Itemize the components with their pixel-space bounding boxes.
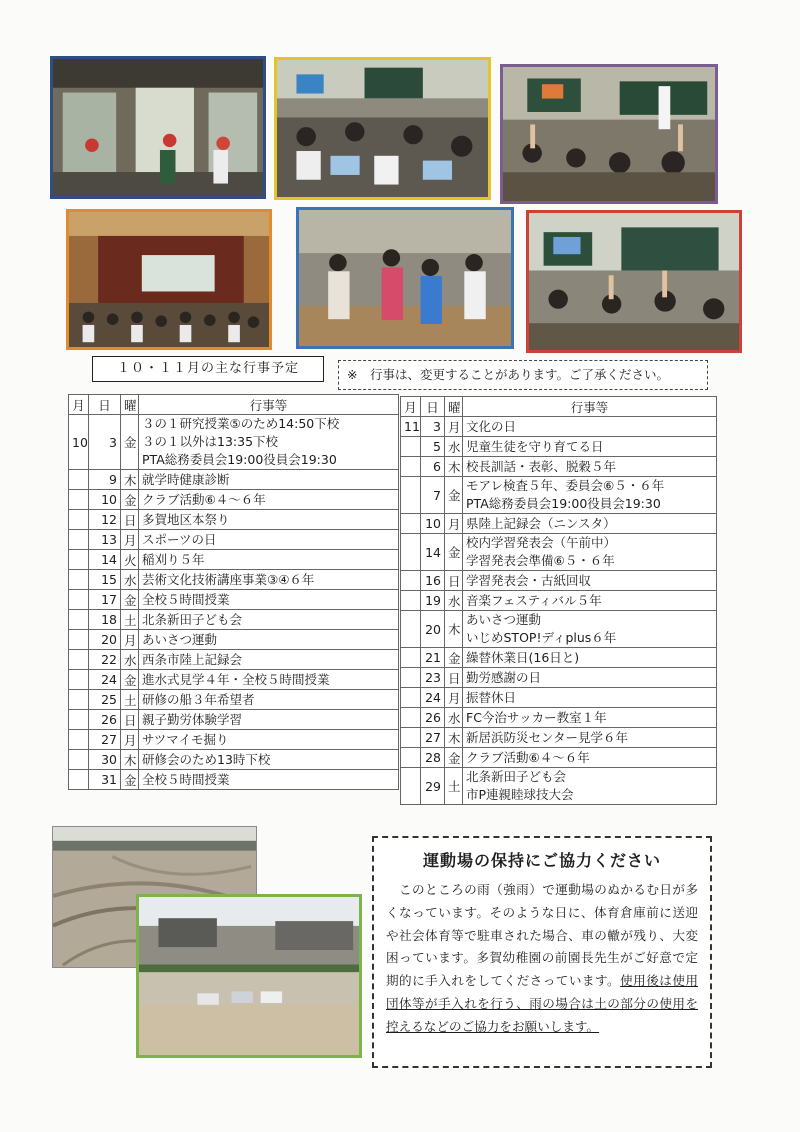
schedule-row [69,490,399,510]
weekday-cell: 金 [445,748,463,768]
weekday-cell: 日 [121,510,139,530]
gym-stage-photo [66,209,272,350]
event-line: 校長訓話・表彰、脱穀５年 [466,458,617,474]
weekday-cell: 月 [445,514,463,534]
weekday-cell: 月 [121,730,139,750]
month-cell [69,610,89,630]
event-cell [463,688,717,708]
schedule-row [69,630,399,650]
event-line: 学習発表会・古紙回収 [466,572,592,588]
day-cell: 6 [421,457,445,477]
event-cell [463,768,717,805]
header-day: 日 [89,395,121,415]
schedule-row [401,514,717,534]
month-cell [401,437,421,457]
day-cell: 5 [421,437,445,457]
month-cell [401,688,421,708]
weekday-cell: 月 [445,688,463,708]
day-cell: 25 [89,690,121,710]
weekday-cell: 月 [445,417,463,437]
month-cell: 10 [69,415,89,470]
day-cell: 19 [421,591,445,611]
table-header-row [69,395,399,415]
october-schedule-table [68,394,399,790]
month-cell [401,534,421,571]
weekday-cell: 金 [121,590,139,610]
event-line: モアレ検査５年、委員会⑥５・６年 [466,478,665,493]
schedule-row [69,470,399,490]
event-cell [139,750,399,770]
event-cell [139,470,399,490]
event-line: 校内学習発表会（午前中） [466,535,617,550]
weekday-cell: 金 [121,415,139,470]
event-line: 学習発表会準備⑥５・６年 [466,553,615,568]
event-line: 進水式見学４年・全校５時間授業 [142,671,330,687]
event-line: 県陸上記録会（ニンスタ） [466,515,616,531]
schedule-row [401,611,717,648]
month-cell [401,591,421,611]
event-line: あいさつ運動 [142,631,218,647]
weekday-cell: 日 [121,710,139,730]
event-line: いじめSTOP!ディplus６年 [466,630,617,645]
schedule-row [401,437,717,457]
day-cell: 20 [89,630,121,650]
month-cell [69,630,89,650]
event-cell [139,610,399,630]
month-cell [69,710,89,730]
event-cell [139,530,399,550]
event-cell [139,730,399,750]
event-line: クラブ活動⑥４～６年 [466,749,590,765]
header-month: 月 [69,395,89,415]
event-line: 稲刈り５年 [142,551,205,567]
schedule-row [401,457,717,477]
month-cell [401,514,421,534]
schedule-row [69,650,399,670]
event-cell [139,570,399,590]
event-line: 研修会のため13時下校 [142,751,271,767]
day-cell: 10 [89,490,121,510]
weekday-cell: 水 [121,650,139,670]
event-cell [463,708,717,728]
weekday-cell: 木 [445,728,463,748]
month-cell [69,770,89,790]
schedule-row [69,550,399,570]
day-cell: 7 [421,477,445,514]
event-cell [139,590,399,610]
day-cell: 28 [421,748,445,768]
ground-maintenance-notice [372,836,712,1068]
day-cell: 27 [89,730,121,750]
school-ground-photo [136,894,362,1058]
weekday-cell: 水 [445,437,463,457]
month-cell: 11 [401,417,421,437]
maintenance-request: 使用後は使用団体等が手入れを行う、雨の場合は土の部分の使用を控えるなどのご協力をお願いします。 [386,973,698,1034]
school-entrance-photo [50,56,266,199]
weekday-cell: 金 [445,477,463,514]
event-cell [463,514,717,534]
day-cell: 16 [421,571,445,591]
table-header-row [401,397,717,417]
weekday-cell: 月 [121,630,139,650]
weekday-cell: 土 [121,610,139,630]
month-cell [401,571,421,591]
weekday-cell: 木 [121,750,139,770]
weekday-cell: 水 [121,570,139,590]
day-cell: 12 [89,510,121,530]
schedule-row [69,570,399,590]
weekday-cell: 金 [121,770,139,790]
event-cell [463,534,717,571]
month-cell [401,477,421,514]
weekday-cell: 日 [445,668,463,688]
event-line: 繰替休業日(16日と) [466,649,580,665]
month-cell [69,510,89,530]
schedule-row [401,648,717,668]
event-cell [463,668,717,688]
event-line: 芸術文化技術講座事業③④６年 [142,571,315,587]
event-line: 音楽フェスティバル５年 [466,592,602,608]
event-line: ３の１以外は13:35下校 [142,434,279,449]
day-cell: 15 [89,570,121,590]
day-cell: 17 [89,590,121,610]
event-cell [139,630,399,650]
schedule-row [401,768,717,805]
weekday-cell: 日 [445,571,463,591]
header-event: 行事等 [463,397,717,417]
day-cell: 22 [89,650,121,670]
event-line: PTA総務委員会19:00役員会19:30 [466,496,661,511]
month-cell [401,457,421,477]
month-cell [401,611,421,648]
month-cell [401,648,421,668]
day-cell: 14 [89,550,121,570]
event-line: 北条新田子ども会 [142,611,243,627]
weekday-cell: 木 [445,457,463,477]
event-line: 親子勤労体験学習 [142,711,243,727]
month-cell [401,708,421,728]
november-schedule-table [400,396,717,805]
maintenance-text: このところの雨（強雨）で運動場のぬかるむ日が多くなっています。そのような日に、体育倉庫前に送迎や社会体育等で駐車された場合、車の轍が残り、大変困っています。多賀幼稚園の前園長先生がご好意で定期的に手入れをしてくださっています。 [386,882,698,989]
header-day: 日 [421,397,445,417]
event-cell [139,710,399,730]
event-cell [463,457,717,477]
month-cell [69,650,89,670]
day-cell: 30 [89,750,121,770]
event-cell [463,728,717,748]
day-cell: 27 [421,728,445,748]
schedule-row [69,530,399,550]
schedule-row [401,417,717,437]
month-cell [401,668,421,688]
event-line: PTA総務委員会19:00役員会19:30 [142,452,337,467]
weekday-cell: 金 [121,490,139,510]
event-cell [139,415,399,470]
month-cell [69,470,89,490]
day-cell: 23 [421,668,445,688]
weekday-cell: 木 [445,611,463,648]
month-cell [69,570,89,590]
month-cell [69,550,89,570]
schedule-title: １０・１１月の主な行事予定 [92,356,324,382]
day-cell: 31 [89,770,121,790]
header-event: 行事等 [139,395,399,415]
group-activity-photo [296,207,514,349]
month-cell [69,490,89,510]
event-line: FC今治サッカー教室１年 [466,709,607,725]
event-line: あいさつ運動 [466,612,542,627]
event-cell [139,770,399,790]
day-cell: 18 [89,610,121,630]
month-cell [401,748,421,768]
schedule-row [69,510,399,530]
weekday-cell: 金 [121,670,139,690]
weekday-cell: 火 [121,550,139,570]
day-cell: 10 [421,514,445,534]
event-cell [463,437,717,457]
schedule-row [69,770,399,790]
event-cell [463,748,717,768]
schedule-row [401,688,717,708]
day-cell: 3 [89,415,121,470]
classroom-hands-photo [500,64,718,204]
event-line: ３の１研究授業⑤のため14:50下校 [142,416,340,431]
day-cell: 29 [421,768,445,805]
month-cell [69,530,89,550]
event-line: 児童生徒を守り育てる日 [466,438,604,454]
month-cell [401,728,421,748]
event-line: 研修の船３年希望者 [142,691,255,707]
event-cell [139,510,399,530]
day-cell: 21 [421,648,445,668]
day-cell: 14 [421,534,445,571]
weekday-cell: 金 [445,534,463,571]
event-line: 北条新田子ども会 [466,769,567,784]
maintenance-body [386,879,698,1039]
event-cell [463,477,717,514]
event-line: 市P連親睦球技大会 [466,787,574,802]
schedule-row [69,415,399,470]
schedule-row [401,477,717,514]
event-line: クラブ活動⑥４～６年 [142,491,266,507]
schedule-row [401,748,717,768]
schedule-row [69,610,399,630]
event-line: スポーツの日 [142,531,217,547]
event-cell [463,648,717,668]
schedule-notice: ※ 行事は、変更することがあります。ご了承ください。 [338,360,708,390]
event-line: 文化の日 [466,418,517,434]
header-weekday: 曜 [445,397,463,417]
header-weekday: 曜 [121,395,139,415]
weekday-cell: 水 [445,708,463,728]
weekday-cell: 水 [445,591,463,611]
event-cell [463,591,717,611]
event-line: サツマイモ掘り [142,731,229,747]
schedule-row [401,591,717,611]
schedule-row [69,690,399,710]
month-cell [69,670,89,690]
event-line: 全校５時間授業 [142,771,230,787]
day-cell: 24 [421,688,445,708]
schedule-row [69,670,399,690]
event-line: 西条市陸上記録会 [142,651,243,667]
event-cell [139,650,399,670]
classroom-tablets-photo [274,57,491,200]
day-cell: 3 [421,417,445,437]
header-month: 月 [401,397,421,417]
event-cell [139,670,399,690]
event-line: 多賀地区本祭り [142,511,230,527]
day-cell: 24 [89,670,121,690]
event-line: 振替休日 [466,689,517,705]
schedule-row [401,668,717,688]
event-line: 就学時健康診断 [142,471,230,487]
schedule-row [69,590,399,610]
classroom-lesson-photo [526,210,742,353]
event-cell [463,417,717,437]
event-line: 全校５時間授業 [142,591,230,607]
schedule-row [69,730,399,750]
weekday-cell: 木 [121,470,139,490]
month-cell [69,590,89,610]
day-cell: 26 [89,710,121,730]
month-cell [69,730,89,750]
schedule-row [401,534,717,571]
event-cell [139,690,399,710]
maintenance-title: 運動場の保持にご協力ください [422,851,661,870]
weekday-cell: 土 [445,768,463,805]
event-line: 勤労感謝の日 [466,669,542,685]
day-cell: 26 [421,708,445,728]
day-cell: 9 [89,470,121,490]
month-cell [69,750,89,770]
month-cell [69,690,89,710]
day-cell: 13 [89,530,121,550]
event-cell [139,550,399,570]
month-cell [401,768,421,805]
schedule-row [401,708,717,728]
weekday-cell: 土 [121,690,139,710]
schedule-row [69,750,399,770]
event-line: 新居浜防災センター見学６年 [466,729,629,745]
day-cell: 20 [421,611,445,648]
schedule-row [401,728,717,748]
weekday-cell: 月 [121,530,139,550]
weekday-cell: 金 [445,648,463,668]
schedule-row [69,710,399,730]
event-cell [463,571,717,591]
schedule-row [401,571,717,591]
event-cell [139,490,399,510]
event-cell [463,611,717,648]
